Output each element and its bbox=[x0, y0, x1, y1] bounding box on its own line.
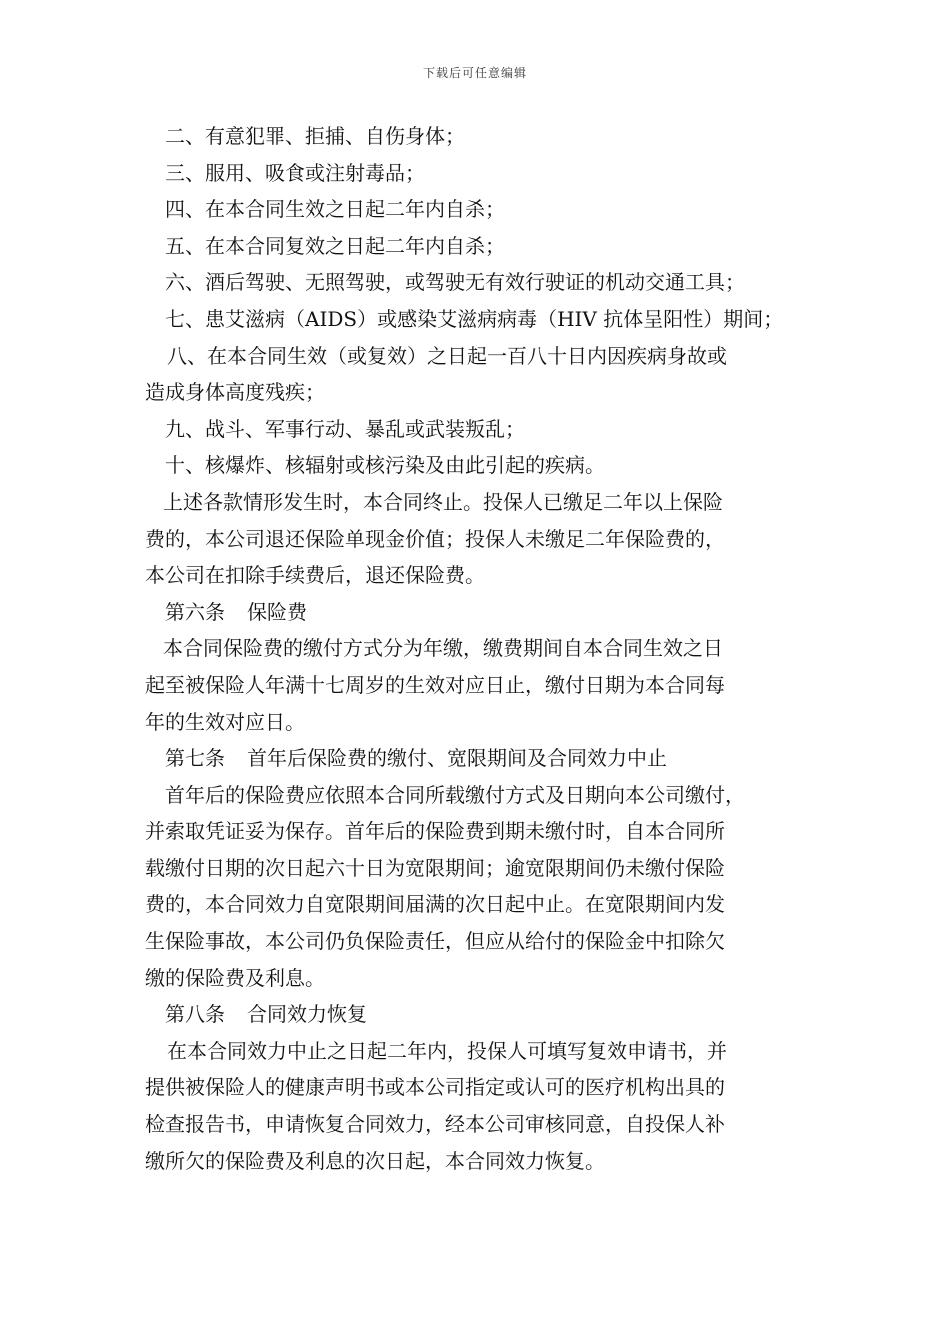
article-7-heading bbox=[145, 740, 815, 777]
termination-paragraph-line1: 上述各款情形发生时，本合同终止。投保人已缴足二年以上保险 bbox=[163, 489, 723, 514]
exclusion-item-10: 十、核爆炸、核辐射或核污染及由此引起的疾病。 bbox=[165, 453, 605, 478]
article-7-line6: 缴的保险费及利息。 bbox=[145, 965, 325, 990]
article-7-line2: 并索取凭证妥为保存。首年后的保险费到期未缴付时，自本合同所 bbox=[145, 819, 725, 844]
article-6-line2: 起至被保险人年满十七周岁的生效对应日止，缴付日期为本合同每 bbox=[145, 672, 725, 697]
termination-paragraph-line2: 费的，本公司退还保险单现金价值；投保人未缴足二年保险费的， bbox=[145, 526, 725, 551]
termination-paragraph-line3: 本公司在扣除手续费后，退还保险费。 bbox=[145, 563, 485, 588]
article-8-title: 合同效力恢复 bbox=[247, 1002, 367, 1027]
exclusion-item-8-line2: 造成身体高度残疾； bbox=[145, 380, 325, 405]
article-7-line3: 载缴付日期的次日起六十日为宽限期间；逾宽限期间仍未缴付保险 bbox=[145, 855, 725, 880]
document-body bbox=[145, 118, 815, 1179]
article-8-line2: 提供被保险人的健康声明书或本公司指定或认可的医疗机构出具的 bbox=[145, 1075, 725, 1100]
exclusion-item-9: 九、战斗、军事行动、暴乱或武装叛乱； bbox=[165, 416, 525, 441]
article-7-line5: 生保险事故，本公司仍负保险责任，但应从给付的保险金中扣除欠 bbox=[145, 929, 725, 954]
article-6-number: 第六条 bbox=[165, 599, 225, 624]
article-6-line1: 本合同保险费的缴付方式分为年缴，缴费期间自本合同生效之日 bbox=[163, 636, 723, 661]
exclusion-item-5: 五、在本合同复效之日起二年内自杀； bbox=[165, 233, 505, 258]
exclusion-item-8-line1: 八、在本合同生效（或复效）之日起一百八十日内因疾病身故或 bbox=[167, 343, 727, 368]
exclusion-item-3: 三、服用、吸食或注射毒品； bbox=[165, 160, 425, 185]
article-7-line4: 费的，本合同效力自宽限期间届满的次日起中止。在宽限期间内发 bbox=[145, 892, 725, 917]
article-8-heading bbox=[145, 996, 815, 1033]
page-header-note: 下载后可任意编辑 bbox=[422, 66, 527, 80]
article-8-number: 第八条 bbox=[165, 1002, 225, 1027]
exclusion-item-6: 六、酒后驾驶、无照驾驶，或驾驶无有效行驶证的机动交通工具； bbox=[165, 270, 745, 295]
article-6-heading bbox=[145, 594, 815, 631]
article-7-number: 第七条 bbox=[165, 746, 225, 771]
exclusion-item-2: 二、有意犯罪、拒捕、自伤身体； bbox=[165, 124, 465, 148]
article-8-line4: 缴所欠的保险费及利息的次日起，本合同效力恢复。 bbox=[145, 1148, 605, 1173]
article-7-title: 首年后保险费的缴付、宽限期间及合同效力中止 bbox=[247, 746, 667, 771]
exclusion-item-4: 四、在本合同生效之日起二年内自杀； bbox=[165, 197, 505, 222]
article-8-line3: 检查报告书，申请恢复合同效力，经本公司审核同意，自投保人补 bbox=[145, 1112, 725, 1137]
article-8-line1: 在本合同效力中止之日起二年内，投保人可填写复效申请书，并 bbox=[167, 1038, 727, 1063]
article-6-line3: 年的生效对应日。 bbox=[145, 709, 305, 734]
exclusion-item-7: 七、患艾滋病（AIDS）或感染艾滋病病毒（HIV 抗体呈阳性）期间； bbox=[165, 306, 784, 331]
article-6-title: 保险费 bbox=[247, 599, 307, 624]
article-7-line1: 首年后的保险费应依照本合同所载缴付方式及日期向本公司缴付， bbox=[165, 782, 745, 807]
